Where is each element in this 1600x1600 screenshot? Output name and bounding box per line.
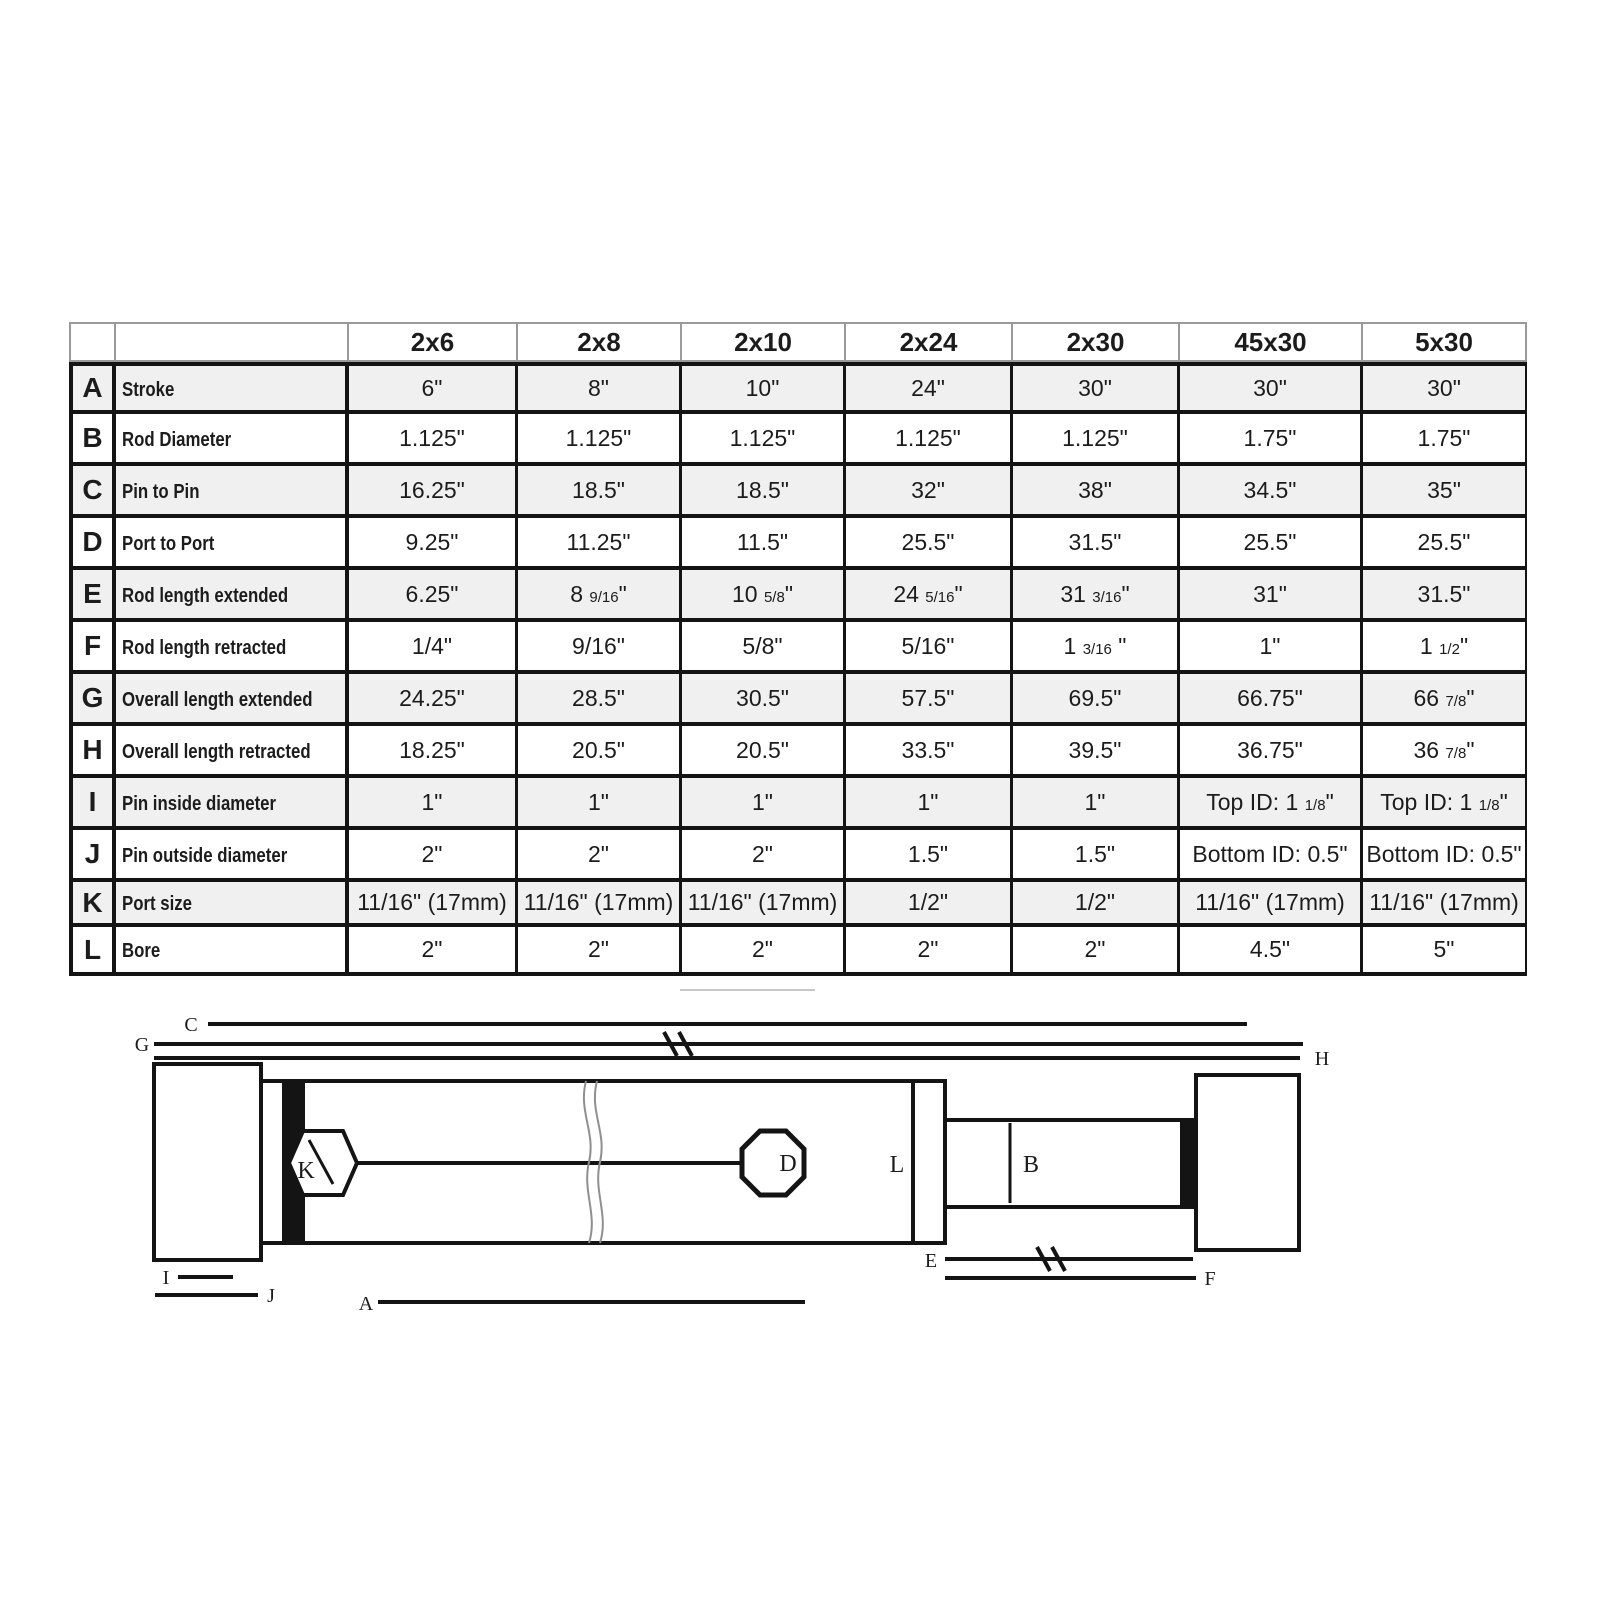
spec-value: 11/16" (17mm) <box>682 882 846 927</box>
row-letter: G <box>69 674 116 726</box>
row-label: Port size <box>116 882 349 927</box>
spec-value: 36 7/8" <box>1363 726 1527 778</box>
spec-value: 11.5" <box>682 518 846 570</box>
row-letter: D <box>69 518 116 570</box>
dim-label-e: E <box>924 1250 938 1272</box>
spec-value: 4.5" <box>1180 927 1363 976</box>
right-end-cap <box>1196 1075 1299 1250</box>
spec-value: Bottom ID: 0.5" <box>1180 830 1363 882</box>
spec-value: 1/2" <box>1013 882 1180 927</box>
spec-row-f <box>69 622 1527 674</box>
spec-value: 11/16" (17mm) <box>349 882 518 927</box>
spec-value: 25.5" <box>1180 518 1363 570</box>
spec-value: 11/16" (17mm) <box>518 882 682 927</box>
spec-value: 34.5" <box>1180 466 1363 518</box>
cylinder-diagram <box>0 980 1600 1340</box>
spec-row-h <box>69 726 1527 778</box>
dim-label-i: I <box>162 1267 170 1289</box>
spec-value: 30" <box>1363 362 1527 414</box>
dim-label-a: A <box>358 1293 374 1315</box>
spec-value: 31" <box>1180 570 1363 622</box>
spec-value: 30" <box>1180 362 1363 414</box>
row-label: Overall length extended <box>116 674 349 726</box>
row-label: Rod length extended <box>116 570 349 622</box>
spec-value: 2" <box>682 927 846 976</box>
spec-value: 1 3/16 " <box>1013 622 1180 674</box>
spec-value: 11.25" <box>518 518 682 570</box>
spec-value: 2" <box>682 830 846 882</box>
row-letter: H <box>69 726 116 778</box>
spec-value: 20.5" <box>518 726 682 778</box>
spec-value: 9.25" <box>349 518 518 570</box>
spec-value: 28.5" <box>518 674 682 726</box>
spec-value: 1" <box>682 778 846 830</box>
rod-seal-bar <box>1180 1122 1196 1205</box>
row-label: Rod length retracted <box>116 622 349 674</box>
spec-value: 1/2" <box>846 882 1013 927</box>
spec-value: 1" <box>518 778 682 830</box>
dim-label-l: L <box>889 1152 905 1178</box>
spec-value: 25.5" <box>846 518 1013 570</box>
spec-value: 2" <box>349 830 518 882</box>
dim-label-g: G <box>134 1034 150 1056</box>
spec-value: 1.125" <box>518 414 682 466</box>
spec-value: 18.25" <box>349 726 518 778</box>
corner-cell <box>116 322 349 362</box>
dim-label-d: D <box>779 1151 797 1177</box>
spec-value: 24" <box>846 362 1013 414</box>
spec-value: 1.75" <box>1180 414 1363 466</box>
column-header: 2x30 <box>1013 322 1180 362</box>
spec-value: 1.5" <box>1013 830 1180 882</box>
spec-value: 39.5" <box>1013 726 1180 778</box>
spec-value: 16.25" <box>349 466 518 518</box>
spec-value: 2" <box>518 830 682 882</box>
spec-value: 1.125" <box>349 414 518 466</box>
spec-value: 38" <box>1013 466 1180 518</box>
spec-row-k <box>69 882 1527 927</box>
spec-row-l <box>69 927 1527 976</box>
row-letter: J <box>69 830 116 882</box>
row-letter: B <box>69 414 116 466</box>
spec-value: 35" <box>1363 466 1527 518</box>
spec-value: 1.125" <box>846 414 1013 466</box>
spec-value: 2" <box>349 927 518 976</box>
spec-value: 6" <box>349 362 518 414</box>
row-label: Overall length retracted <box>116 726 349 778</box>
row-letter: K <box>69 882 116 927</box>
row-letter: L <box>69 927 116 976</box>
spec-value: 32" <box>846 466 1013 518</box>
spec-value: 31 3/16" <box>1013 570 1180 622</box>
spec-value: 1" <box>1180 622 1363 674</box>
column-header: 2x24 <box>846 322 1013 362</box>
header-row <box>69 322 1527 362</box>
spec-value: 5/16" <box>846 622 1013 674</box>
spec-row-g <box>69 674 1527 726</box>
spec-value: 1" <box>1013 778 1180 830</box>
spec-value: Bottom ID: 0.5" <box>1363 830 1527 882</box>
spec-value: 1.5" <box>846 830 1013 882</box>
spec-row-i <box>69 778 1527 830</box>
spec-value: 10" <box>682 362 846 414</box>
dim-label-c: C <box>184 1014 198 1036</box>
corner-cell <box>69 322 116 362</box>
spec-value: 6.25" <box>349 570 518 622</box>
column-header: 2x8 <box>518 322 682 362</box>
spec-value: 66.75" <box>1180 674 1363 726</box>
spec-row-e <box>69 570 1527 622</box>
spec-value: 8 9/16" <box>518 570 682 622</box>
column-header: 2x6 <box>349 322 518 362</box>
spec-value: 18.5" <box>682 466 846 518</box>
spec-value: 30.5" <box>682 674 846 726</box>
column-header: 5x30 <box>1363 322 1527 362</box>
row-label: Bore <box>116 927 349 976</box>
spec-value: 25.5" <box>1363 518 1527 570</box>
row-label: Rod Diameter <box>116 414 349 466</box>
spec-value: 2" <box>846 927 1013 976</box>
row-letter: E <box>69 570 116 622</box>
spec-value: 20.5" <box>682 726 846 778</box>
spec-value: 1/4" <box>349 622 518 674</box>
left-end-cap <box>154 1064 261 1260</box>
spec-value: 11/16" (17mm) <box>1180 882 1363 927</box>
spec-value: 31.5" <box>1363 570 1527 622</box>
piston-rod <box>945 1120 1196 1207</box>
dim-label-h: H <box>1314 1048 1330 1070</box>
spec-row-c <box>69 466 1527 518</box>
row-letter: F <box>69 622 116 674</box>
spec-value: 11/16" (17mm) <box>1363 882 1527 927</box>
dim-label-j: J <box>267 1285 275 1307</box>
spec-value: 69.5" <box>1013 674 1180 726</box>
spec-value: 57.5" <box>846 674 1013 726</box>
row-label: Pin inside diameter <box>116 778 349 830</box>
spec-value: 5" <box>1363 927 1527 976</box>
row-label: Port to Port <box>116 518 349 570</box>
row-label: Pin outside diameter <box>116 830 349 882</box>
spec-value: 18.5" <box>518 466 682 518</box>
spec-value: 2" <box>518 927 682 976</box>
row-label: Stroke <box>116 362 349 414</box>
spec-row-a <box>69 362 1527 414</box>
spec-value: 1" <box>349 778 518 830</box>
spec-value: 24 5/16" <box>846 570 1013 622</box>
spec-value: 8" <box>518 362 682 414</box>
spec-row-b <box>69 414 1527 466</box>
spec-value: 31.5" <box>1013 518 1180 570</box>
spec-value: 30" <box>1013 362 1180 414</box>
spec-value: 1.125" <box>1013 414 1180 466</box>
dim-label-k: K <box>297 1158 315 1184</box>
column-header: 2x10 <box>682 322 846 362</box>
dim-label-b: B <box>1022 1152 1040 1178</box>
spec-value: 33.5" <box>846 726 1013 778</box>
spec-value: 1 1/2" <box>1363 622 1527 674</box>
spec-value: 9/16" <box>518 622 682 674</box>
spec-value: 66 7/8" <box>1363 674 1527 726</box>
spec-table <box>69 322 1527 976</box>
spec-value: 36.75" <box>1180 726 1363 778</box>
spec-row-d <box>69 518 1527 570</box>
spec-value: 10 5/8" <box>682 570 846 622</box>
spec-value: 1" <box>846 778 1013 830</box>
spec-value: 1.125" <box>682 414 846 466</box>
spec-value: 5/8" <box>682 622 846 674</box>
spec-value: 24.25" <box>349 674 518 726</box>
row-letter: I <box>69 778 116 830</box>
spec-value: 2" <box>1013 927 1180 976</box>
row-label: Pin to Pin <box>116 466 349 518</box>
spec-row-j <box>69 830 1527 882</box>
spec-value: 1.75" <box>1363 414 1527 466</box>
spec-value: Top ID: 1 1/8" <box>1363 778 1527 830</box>
dim-label-f: F <box>1204 1268 1216 1290</box>
spec-value: Top ID: 1 1/8" <box>1180 778 1363 830</box>
row-letter: C <box>69 466 116 518</box>
column-header: 45x30 <box>1180 322 1363 362</box>
row-letter: A <box>69 362 116 414</box>
